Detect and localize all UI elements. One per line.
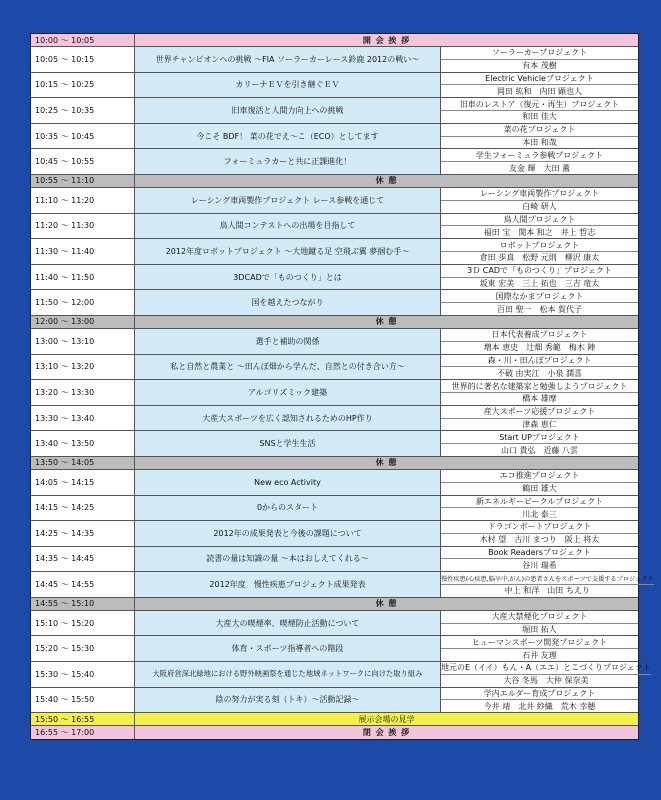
presenter-cell <box>441 329 638 354</box>
presenter-cell <box>441 149 638 174</box>
event-row <box>31 175 638 188</box>
time-slot: 14:55 〜 15:10 <box>31 598 135 610</box>
presentation-title: 選手と補助の関係 <box>135 329 441 354</box>
time-slot: 14:35 〜 14:45 <box>31 547 135 572</box>
presentation-title: 鳥人間コンテストへの出場を目指して <box>135 214 441 239</box>
presenter-cell <box>441 636 638 661</box>
presenter-names: 岡田 紘和 内田 顕也人 <box>496 86 583 96</box>
time-slot: 13:30 〜 13:40 <box>31 406 135 431</box>
session-row <box>31 290 638 316</box>
time-slot: 10:05 〜 10:15 <box>31 47 135 72</box>
project-name: ドラゴンボートプロジェクト <box>441 521 638 534</box>
presenter-cell <box>441 380 638 405</box>
time-slot: 15:30 〜 15:40 <box>31 662 135 687</box>
event-label: 開 会 挨 拶 <box>135 34 638 46</box>
presenter-names: 中上 和洋 山田 ちえり <box>504 586 590 596</box>
presenter-names: 有本 茂樹 <box>522 61 557 71</box>
presenter-names: 坂東 宏美 三上 拓也 三吉 竜太 <box>479 278 600 288</box>
project-name: Book Readersプロジェクト <box>441 547 638 560</box>
presenter-names: 石井 友理 <box>522 650 557 660</box>
presentation-title: 国を越えたつながり <box>135 290 441 315</box>
time-slot: 15:20 〜 15:30 <box>31 636 135 661</box>
session-row <box>31 496 638 522</box>
event-label: 休 憩 <box>135 316 638 328</box>
project-name: 森・川・田んぼプロジェクト <box>441 355 638 368</box>
presenter-names: 木村 望 古川 まつり 阪上 将太 <box>479 535 600 545</box>
presenter-cell <box>441 688 638 713</box>
project-name: Electric Vehicleプロジェクト <box>441 73 638 86</box>
session-row <box>31 265 638 291</box>
presenter-names: 倉田 歩真 松野 元則 柳沢 康太 <box>479 253 600 263</box>
presenter-cell <box>441 662 651 687</box>
project-name: 旧車のレストア（復元・再生）プロジェクト <box>441 98 638 111</box>
event-row <box>31 316 638 329</box>
project-name: 菜の花プロジェクト <box>441 124 638 137</box>
presenter-cell <box>441 521 638 546</box>
presentation-title: 3DCADで「ものつくり」とは <box>135 265 441 290</box>
presenter-cell <box>441 470 638 495</box>
presenter-cell <box>441 431 638 456</box>
time-slot: 11:20 〜 11:30 <box>31 214 135 239</box>
event-row <box>31 713 638 726</box>
time-slot: 14:15 〜 14:25 <box>31 496 135 521</box>
session-row <box>31 470 638 496</box>
session-row <box>31 329 638 355</box>
session-row <box>31 662 651 688</box>
event-label: 休 憩 <box>135 598 638 610</box>
session-row <box>31 149 638 175</box>
time-slot: 11:50 〜 12:00 <box>31 290 135 315</box>
event-label: 展示会場の見学 <box>135 713 638 725</box>
time-slot: 11:30 〜 11:40 <box>31 239 135 264</box>
presenter-names: 友金 輝 大田 薫 <box>508 163 571 173</box>
project-name: ソーラーカープロジェクト <box>441 47 638 60</box>
presenter-cell <box>441 73 638 98</box>
project-name: 大産大禁煙化プロジェクト <box>441 611 638 624</box>
session-row <box>31 380 638 406</box>
presentation-title: 体育・スポーツ指導者への階段 <box>135 636 441 661</box>
presenter-names: 不破 由実江 小泉 潤喜 <box>496 368 583 378</box>
event-label: 閉 会 挨 拶 <box>135 726 638 739</box>
project-name: 学内エルダー育成プロジェクト <box>441 688 638 701</box>
schedule-table <box>30 33 654 740</box>
presentation-title: 2012年度 慢性疾患プロジェクト成果発表 <box>135 572 441 597</box>
presenter-cell <box>441 214 638 239</box>
event-row <box>31 457 638 470</box>
presentation-title: 大産大の喫煙率、喫煙防止活動について <box>135 611 441 636</box>
session-row <box>31 431 638 457</box>
project-name: 鳥人間プロジェクト <box>441 214 638 227</box>
time-slot: 12:00 〜 13:00 <box>31 316 135 328</box>
time-slot: 10:45 〜 10:55 <box>31 149 135 174</box>
presenter-cell <box>441 290 638 315</box>
presenter-names: 堀田 拓人 <box>522 625 557 635</box>
project-name: ロボットプロジェクト <box>441 239 638 252</box>
session-row <box>31 47 638 73</box>
presenter-names: 橋本 雄摩 <box>522 394 557 404</box>
project-name: レーシング車両製作プロジェクト <box>441 188 638 201</box>
time-slot: 10:00 〜 10:05 <box>31 34 135 46</box>
session-row <box>31 73 638 99</box>
event-label: 休 憩 <box>135 457 638 469</box>
project-name: 慢性疾患(心疾患,脳卒中,がん)の患者さんをスポーツで支援するプロジェクト <box>441 572 654 585</box>
event-row <box>31 34 638 47</box>
session-row <box>31 636 638 662</box>
presentation-title: SNSと学生生活 <box>135 431 441 456</box>
presenter-names: 本田 和哉 <box>522 137 557 147</box>
time-slot: 10:55 〜 11:10 <box>31 175 135 187</box>
time-slot: 16:55 〜 17:00 <box>31 726 135 739</box>
session-row <box>31 611 638 637</box>
time-slot: 11:10 〜 11:20 <box>31 188 135 213</box>
project-name: 国際なかまプロジェクト <box>441 290 638 303</box>
session-row <box>31 98 638 124</box>
presenter-names: 今井 靖 北井 紗織 荒木 幸穂 <box>483 701 596 711</box>
session-row <box>31 521 638 547</box>
session-row <box>31 188 638 214</box>
presentation-title: 0からのスタート <box>135 496 441 521</box>
project-name: 産大スポーツ応援プロジェクト <box>441 406 638 419</box>
presentation-title: フォーミュラカーと共に正課進化！ <box>135 149 441 174</box>
presenter-names: 和田 佳大 <box>522 112 557 122</box>
event-label: 休 憩 <box>135 175 638 187</box>
presentation-title: 旧車復活と人間力向上への挑戦 <box>135 98 441 123</box>
presentation-title: 大産大スポーツを広く認知されるためのHP作り <box>135 406 441 431</box>
project-name: ヒューマンスポーツ開発プロジェクト <box>441 636 638 649</box>
presentation-title: 陰の努力が実る刻（トキ）〜活動記録〜 <box>135 688 441 713</box>
time-slot: 13:20 〜 13:30 <box>31 380 135 405</box>
time-slot: 10:25 〜 10:35 <box>31 98 135 123</box>
presenter-names: 山口 貴弘 近藤 八雲 <box>500 445 579 455</box>
presentation-title: 今こそ BDF！ 菜の花でえ〜こ（ECO）としてます <box>135 124 441 149</box>
time-slot: 14:05 〜 14:15 <box>31 470 135 495</box>
presenter-names: 津森 恵仁 <box>522 419 557 429</box>
project-name: Start UPプロジェクト <box>441 431 638 444</box>
time-slot: 13:40 〜 13:50 <box>31 431 135 456</box>
presenter-cell <box>441 406 638 431</box>
presentation-title: 私と自然と農業と 〜田んぼ畑から学んだ、自然との付き合い方〜 <box>135 355 441 380</box>
session-row <box>31 547 638 573</box>
presenter-names: 谷川 瑞希 <box>522 560 557 570</box>
session-row <box>31 572 654 598</box>
project-name: 地元のE（イイ）もん・A（エエ）とこづくりプロジェクト <box>441 662 651 675</box>
time-slot: 15:40 〜 15:50 <box>31 688 135 713</box>
presenter-names: 百田 聖一 松本 賀代子 <box>496 304 583 314</box>
project-name: 世界的に著名な建築家と勉強しようプロジェクト <box>441 380 638 393</box>
presenter-names: 大谷 冬馬 大仲 保奈美 <box>503 676 589 686</box>
presenter-cell <box>441 572 654 597</box>
time-slot: 11:40 〜 11:50 <box>31 265 135 290</box>
presenter-cell <box>441 188 638 213</box>
session-row <box>31 688 638 714</box>
presenter-cell <box>441 355 638 380</box>
time-slot: 10:15 〜 10:25 <box>31 73 135 98</box>
presenter-names: 川北 泰三 <box>522 509 557 519</box>
project-name: 3Ｄ CADで「ものつくり」プロジェクト <box>441 265 638 278</box>
presenter-cell <box>441 98 638 123</box>
time-slot: 13:10 〜 13:20 <box>31 355 135 380</box>
presentation-title: カリーナＥＶを引き継ぐＥＶ <box>135 73 441 98</box>
time-slot: 13:50 〜 14:05 <box>31 457 135 469</box>
presentation-title: 世界チャンピオンへの挑戦 〜FIA ソーラーカーレース鈴鹿 2012の戦い〜 <box>135 47 441 72</box>
session-row <box>31 355 638 381</box>
presentation-title: 読書の量は知識の量 〜本はおしえてくれる〜 <box>135 547 441 572</box>
presenter-cell <box>441 265 638 290</box>
presenter-names: 白崎 研人 <box>522 202 557 212</box>
time-slot: 10:35 〜 10:45 <box>31 124 135 149</box>
presenter-names: 鶴田 雄大 <box>522 484 557 494</box>
presenter-names: 福田 宝 関本 和之 井上 哲志 <box>483 227 596 237</box>
presenter-cell <box>441 47 638 72</box>
project-name: 新エネルギービークルプロジェクト <box>441 496 638 509</box>
presenter-cell <box>441 547 638 572</box>
session-row <box>31 124 638 150</box>
project-name: 日本代表養成プロジェクト <box>441 329 638 342</box>
time-slot: 15:10 〜 15:20 <box>31 611 135 636</box>
presentation-title: New eco Activity <box>135 470 441 495</box>
project-name: 学生フォーミュラ参戦プロジェクト <box>441 149 638 162</box>
event-row <box>31 726 638 739</box>
presentation-title: レーシング車両製作プロジェクト レース参戦を通じて <box>135 188 441 213</box>
presenter-cell <box>441 124 638 149</box>
presenter-cell <box>441 239 638 264</box>
event-row <box>31 598 638 611</box>
time-slot: 13:00 〜 13:10 <box>31 329 135 354</box>
presentation-title: アルゴリズミック建築 <box>135 380 441 405</box>
presenter-cell <box>441 611 638 636</box>
time-slot: 14:45 〜 14:55 <box>31 572 135 597</box>
presentation-title: 2012年の成果発表と今後の課題について <box>135 521 441 546</box>
session-row <box>31 214 638 240</box>
session-row <box>31 406 638 432</box>
presentation-title: 大阪府営深北緑地における野外映画祭を通じた地域ネットワークに向けた取り組み <box>135 662 441 687</box>
time-slot: 14:25 〜 14:35 <box>31 521 135 546</box>
presentation-title: 2012年度ロボットプロジェクト 〜大地蹴る足 空飛ぶ翼 夢掴む手〜 <box>135 239 441 264</box>
presenter-names: 増本 恵史 辻畑 秀範 梅木 陣 <box>483 343 596 353</box>
session-row <box>31 239 638 265</box>
time-slot: 15:50 〜 16:55 <box>31 713 135 725</box>
presenter-cell <box>441 496 638 521</box>
project-name: エコ推進プロジェクト <box>441 470 638 483</box>
